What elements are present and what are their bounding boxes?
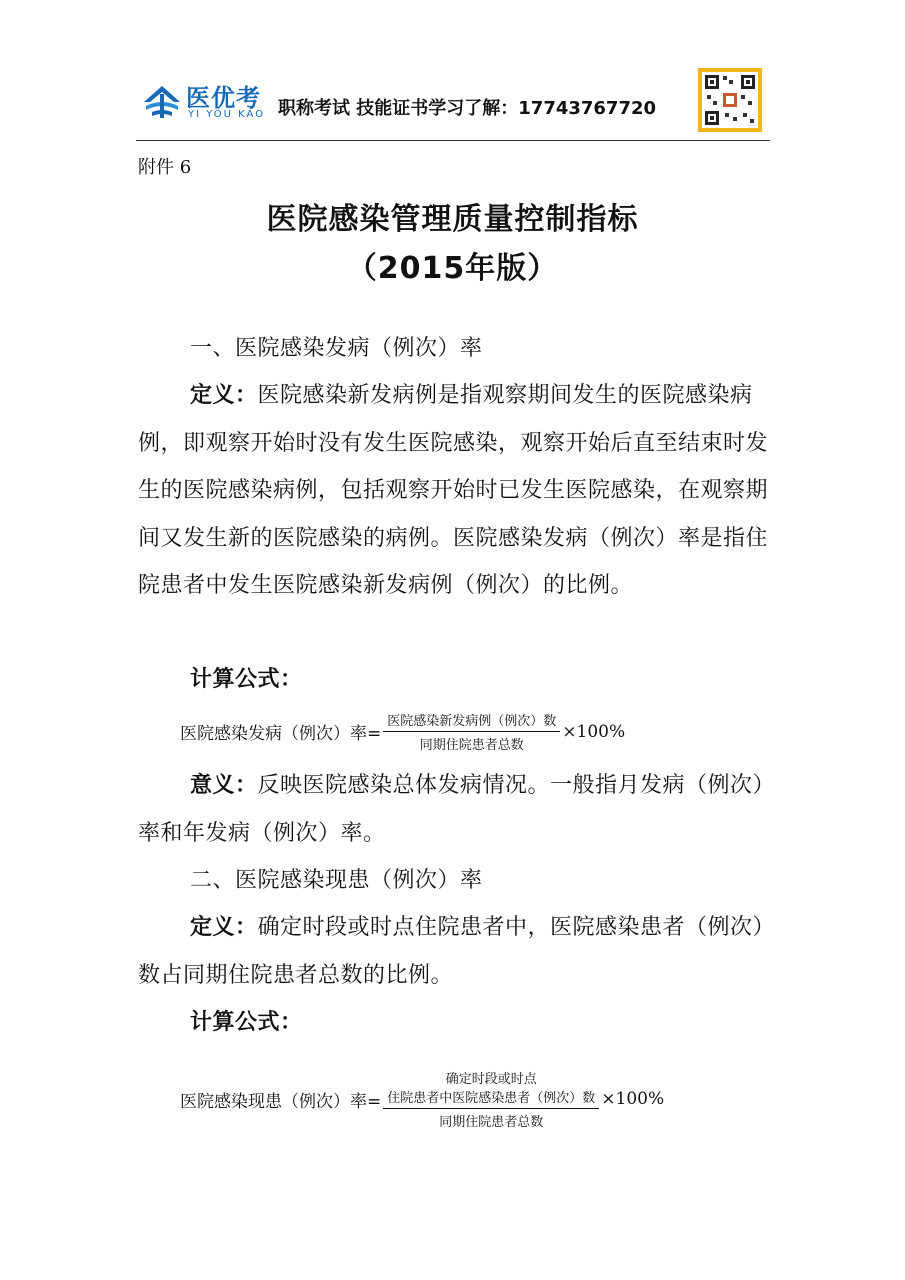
formula-fraction [383,1068,599,1130]
section2-formula [180,1068,664,1130]
definition-label: 定义： [190,383,258,408]
logo-english-text: YI YOU KAO [188,109,266,120]
formula-denominator: 同期住院患者总数 [439,1115,544,1130]
section1-meaning [138,762,770,857]
logo-chinese-text: 医优考 [186,84,261,112]
document-title: 医院感染管理质量控制指标 [266,202,639,237]
formula-multiplier: ×100% [601,1089,665,1109]
section2-formula-label [138,999,770,1047]
formula-label: 计算公式： [190,667,303,692]
formula-top-text: 确定时段或时点 [445,1072,537,1087]
formula-multiplier: ×100% [562,721,626,742]
logo-icon [140,80,184,124]
page-header [138,66,770,140]
definition-text: 确定时段或时点住院患者中，医院感染患者（例次）数占同期住院患者总数的比例。 [138,915,765,988]
formula-denominator: 同期住院患者总数 [419,738,524,753]
formula-lhs: 医院感染现患（例次）率= [180,1091,382,1112]
section1-formula [180,710,625,753]
section1-heading: 一、医院感染发病（例次）率 [190,336,483,361]
definition-label: 定义： [190,915,258,940]
brand-logo [138,76,278,128]
document-subtitle: （2015年版） [346,251,559,286]
attachment-label: 附件 6 [138,157,192,178]
section2-heading: 二、医院感染现患（例次）率 [190,868,483,893]
formula-numerator: 医院感染新发病例（例次）数 [383,710,560,732]
qr-code-icon [698,68,762,132]
definition-text: 医院感染新发病例是指观察期间发生的医院感染病例，即观察开始时没有发生医院感染，观察开始后直至结束时发生的医院感染病例，包括观察开始时已发生医院感染，在观察期间又发生新的医院感染的病例。医院感染发病（例次）率是指住院患者中发生医院感染新发病例（例次）的比例。 [138,383,769,598]
header-divider [136,140,770,141]
meaning-text: 反映医院感染总体发病情况。一般指月发病（例次）率和年发病（例次）率。 [138,773,765,846]
meaning-label: 意义： [190,773,258,798]
formula-lhs: 医院感染发病（例次）率= [180,724,382,744]
formula-numerator: 住院患者中医院感染患者（例次）数 [383,1087,599,1109]
formula-fraction [383,710,560,753]
formula-label: 计算公式： [190,1010,303,1035]
section1-formula-label [138,656,770,704]
contact-text: 职称考试 技能证书学习了解：17743767720 [278,98,657,119]
section1-definition [138,372,770,610]
section2-definition [138,904,770,999]
